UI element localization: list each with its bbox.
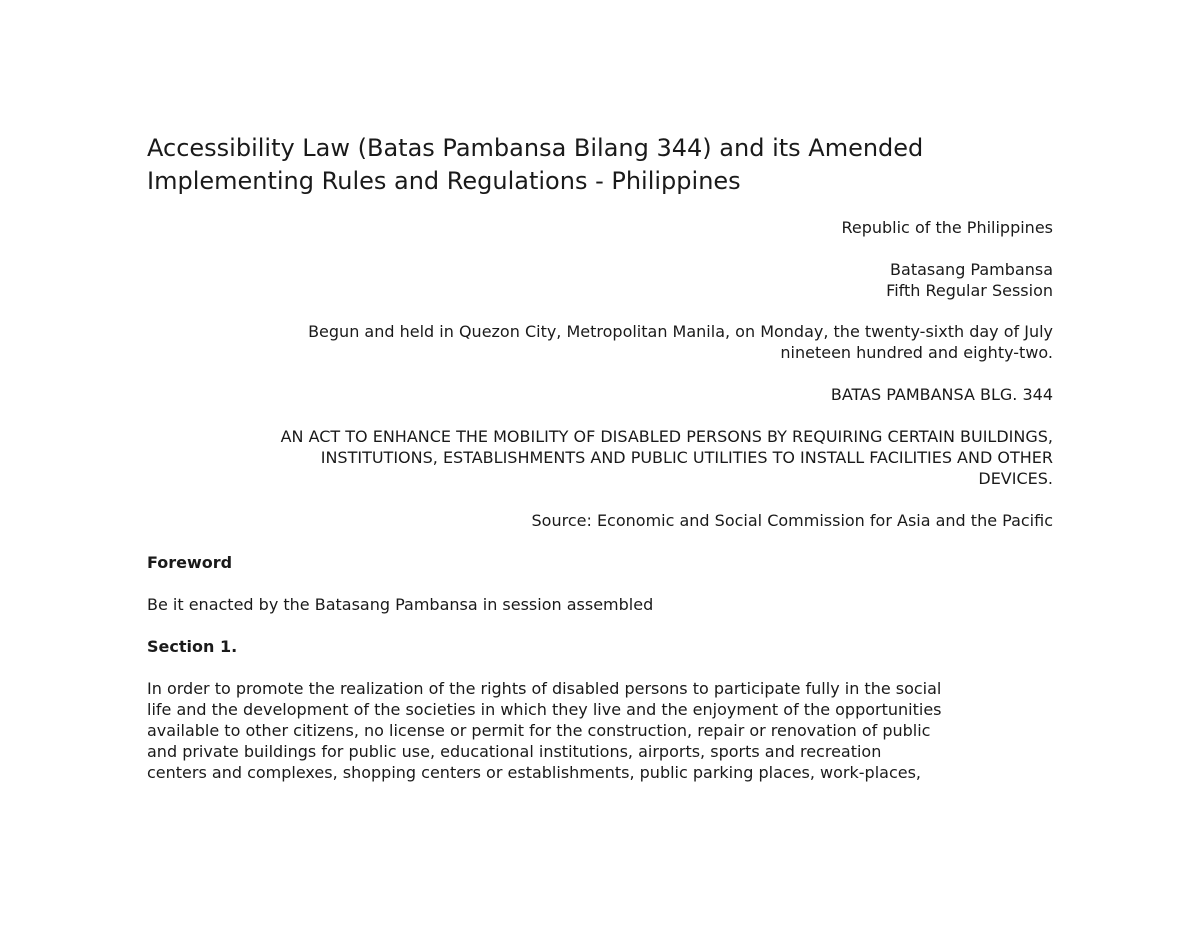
bp-number-block — [147, 384, 1053, 405]
republic-line — [147, 217, 1053, 238]
act-title-block — [147, 426, 1053, 489]
section-line: and private buildings for public use, educational institutions, airports, sports and recreation — [147, 742, 882, 761]
begun-line: nineteen hundred and eighty-two. — [780, 343, 1053, 362]
begun-line: Begun and held in Quezon City, Metropolitan Manila, on Monday, the twenty-sixth day of July — [308, 322, 1053, 341]
source-block — [147, 510, 1053, 531]
foreword-heading-text: Foreword — [147, 553, 233, 572]
title-line: Accessibility Law (Batas Pambansa Bilang 344) and its Amended — [147, 134, 924, 162]
section-line: life and the development of the societies in which they live and the enjoyment of the opportunities — [147, 700, 942, 719]
foreword-heading — [147, 552, 1053, 573]
section-paragraph — [147, 678, 1053, 783]
begun-block — [147, 321, 1053, 363]
enacted-paragraph — [147, 594, 1053, 615]
batasang-block — [147, 259, 1053, 301]
section-heading — [147, 636, 1053, 657]
section-line: available to other citizens, no license or permit for the construction, repair or renovation of public — [147, 721, 931, 740]
batasang-text: Batasang Pambansa — [890, 260, 1053, 279]
section-line: centers and complexes, shopping centers or establishments, public parking places, work-places, — [147, 763, 922, 782]
source-text: Source: Economic and Social Commission for Asia and the Pacific — [531, 511, 1053, 530]
enacted-text: Be it enacted by the Batasang Pambansa in session assembled — [147, 595, 654, 614]
document-page — [147, 132, 1053, 783]
section-line: In order to promote the realization of the rights of disabled persons to participate fully in the social — [147, 679, 942, 698]
document-title — [147, 132, 1053, 198]
section-heading-text: Section 1. — [147, 637, 238, 656]
session-text: Fifth Regular Session — [886, 281, 1053, 300]
act-line: AN ACT TO ENHANCE THE MOBILITY OF DISABLED PERSONS BY REQUIRING CERTAIN BUILDINGS, — [280, 427, 1053, 446]
republic-text: Republic of the Philippines — [841, 218, 1053, 237]
act-line: INSTITUTIONS, ESTABLISHMENTS AND PUBLIC UTILITIES TO INSTALL FACILITIES AND OTHER — [320, 448, 1053, 467]
title-line: Implementing Rules and Regulations - Philippines — [147, 167, 741, 195]
act-line: DEVICES. — [978, 469, 1053, 488]
bp-number-text: BATAS PAMBANSA BLG. 344 — [830, 385, 1053, 404]
